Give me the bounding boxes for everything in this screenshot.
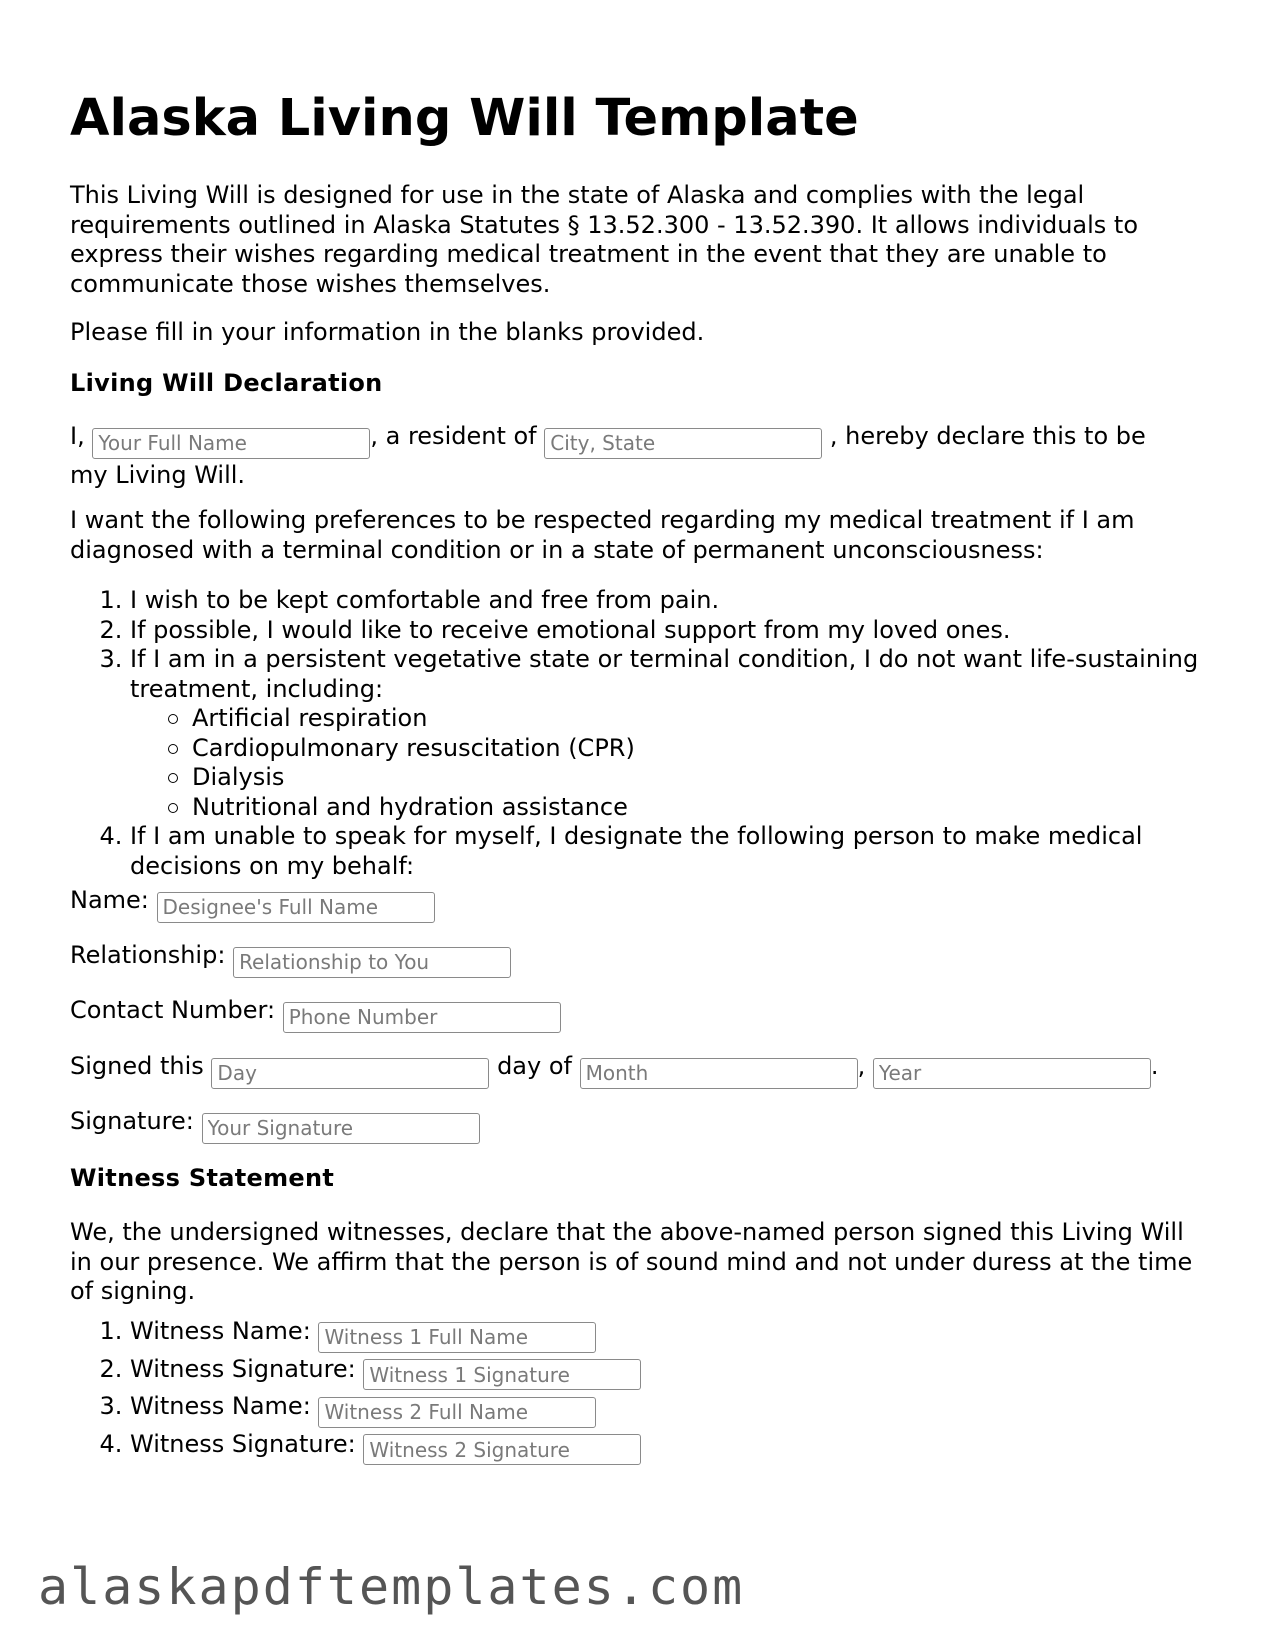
designee-name-label: Name: [70,886,149,914]
period-text: . [1150,1052,1159,1080]
relationship-input[interactable] [233,947,511,978]
treatment-item: Cardiopulmonary resuscitation (CPR) [192,734,1200,764]
preference-item: 4. If I am unable to speak for myself, I designate the following person to make medical decisions on my behalf: [130,822,1200,881]
signature-input[interactable] [202,1113,480,1144]
witness-2-signature-input[interactable] [363,1434,641,1465]
witness-list [70,1315,641,1465]
witness-1-signature-input[interactable] [363,1359,641,1390]
treatment-item: Dialysis [192,763,1200,793]
treatment-item: Nutritional and hydration assistance [192,793,1200,823]
designee-name-input[interactable] [157,892,435,923]
contact-label: Contact Number: [70,996,276,1024]
declaration-suffix: , hereby declare this to be my Living Will. [70,422,1146,489]
city-state-input[interactable] [544,428,822,459]
contact-number-input[interactable] [283,1002,561,1033]
resident-text: , a resident of [370,422,537,450]
treatment-list [130,704,1200,822]
comma-text: , [857,1052,866,1080]
signature-row [70,1107,480,1144]
witness-list-wrapper [70,1315,641,1465]
contact-row [70,996,561,1033]
witness-1-name-input[interactable] [318,1322,596,1353]
preferences-list-wrapper [70,586,1200,881]
witness-row [130,1353,641,1391]
preferences-intro: I want the following preferences to be respected regarding my medical treatment if I am diagnosed with a terminal condition or in a state of permanent unconsciousness: [70,506,1135,564]
treatment-item: Artificial respiration [192,704,1200,734]
day-input[interactable] [211,1058,489,1089]
witness-2-name-input[interactable] [318,1397,596,1428]
preferences-list [70,586,1200,881]
witness-statement: We, the undersigned witnesses, declare that the above-named person signed this Living Will in our presence. We affirm that the person is of sound mind and not under duress at the time of signing. [70,1218,1193,1305]
witness-heading: Witness Statement [70,1164,335,1192]
witness-label: Witness Name: [130,1317,311,1345]
relationship-row [70,941,511,978]
year-input[interactable] [873,1058,1151,1089]
instruction-text: Please fill in your information in the blanks provided. [70,318,705,346]
signed-date-row [70,1052,1159,1089]
witness-label: Witness Signature: [130,1354,356,1383]
site-watermark: alaskapdftemplates.com [38,1558,745,1616]
declaration-sentence [70,420,1190,491]
signature-label: Signature: [70,1107,194,1135]
preference-item: 1. I wish to be kept comfortable and free from pain. [130,586,1200,616]
declaration-prefix: I, [70,422,85,450]
month-input[interactable] [580,1058,858,1089]
relationship-label: Relationship: [70,941,226,969]
preference-item: 3. If I am in a persistent vegetative state or terminal condition, I do not want life-sustaining treatment, including: Artificial respiration Cardiopulmonary resuscitation (CPR) Dialysis Nutritional and hydration assistance [130,645,1200,822]
witness-label: Witness Name: [130,1392,311,1420]
signed-this-text: Signed this [70,1052,204,1080]
witness-row [130,1428,641,1466]
page-title: Alaska Living Will Template [70,89,859,148]
preference-item: 2. If possible, I would like to receive emotional support from my loved ones. [130,616,1200,646]
witness-row [130,1390,641,1428]
witness-label: Witness Signature: [130,1429,356,1458]
full-name-input[interactable] [92,428,370,459]
designee-name-row [70,886,435,923]
intro-paragraph: This Living Will is designed for use in the state of Alaska and complies with the legal requirements outlined in Alaska Statutes § 13.52.300 - 13.52.390. It allows individuals to express their wishes regarding medical treatment in the event that they are unable to communicate those wishes themselves. [70,181,1138,298]
witness-row [130,1315,641,1353]
declaration-heading: Living Will Declaration [70,369,383,397]
day-of-text: day of [497,1052,572,1080]
